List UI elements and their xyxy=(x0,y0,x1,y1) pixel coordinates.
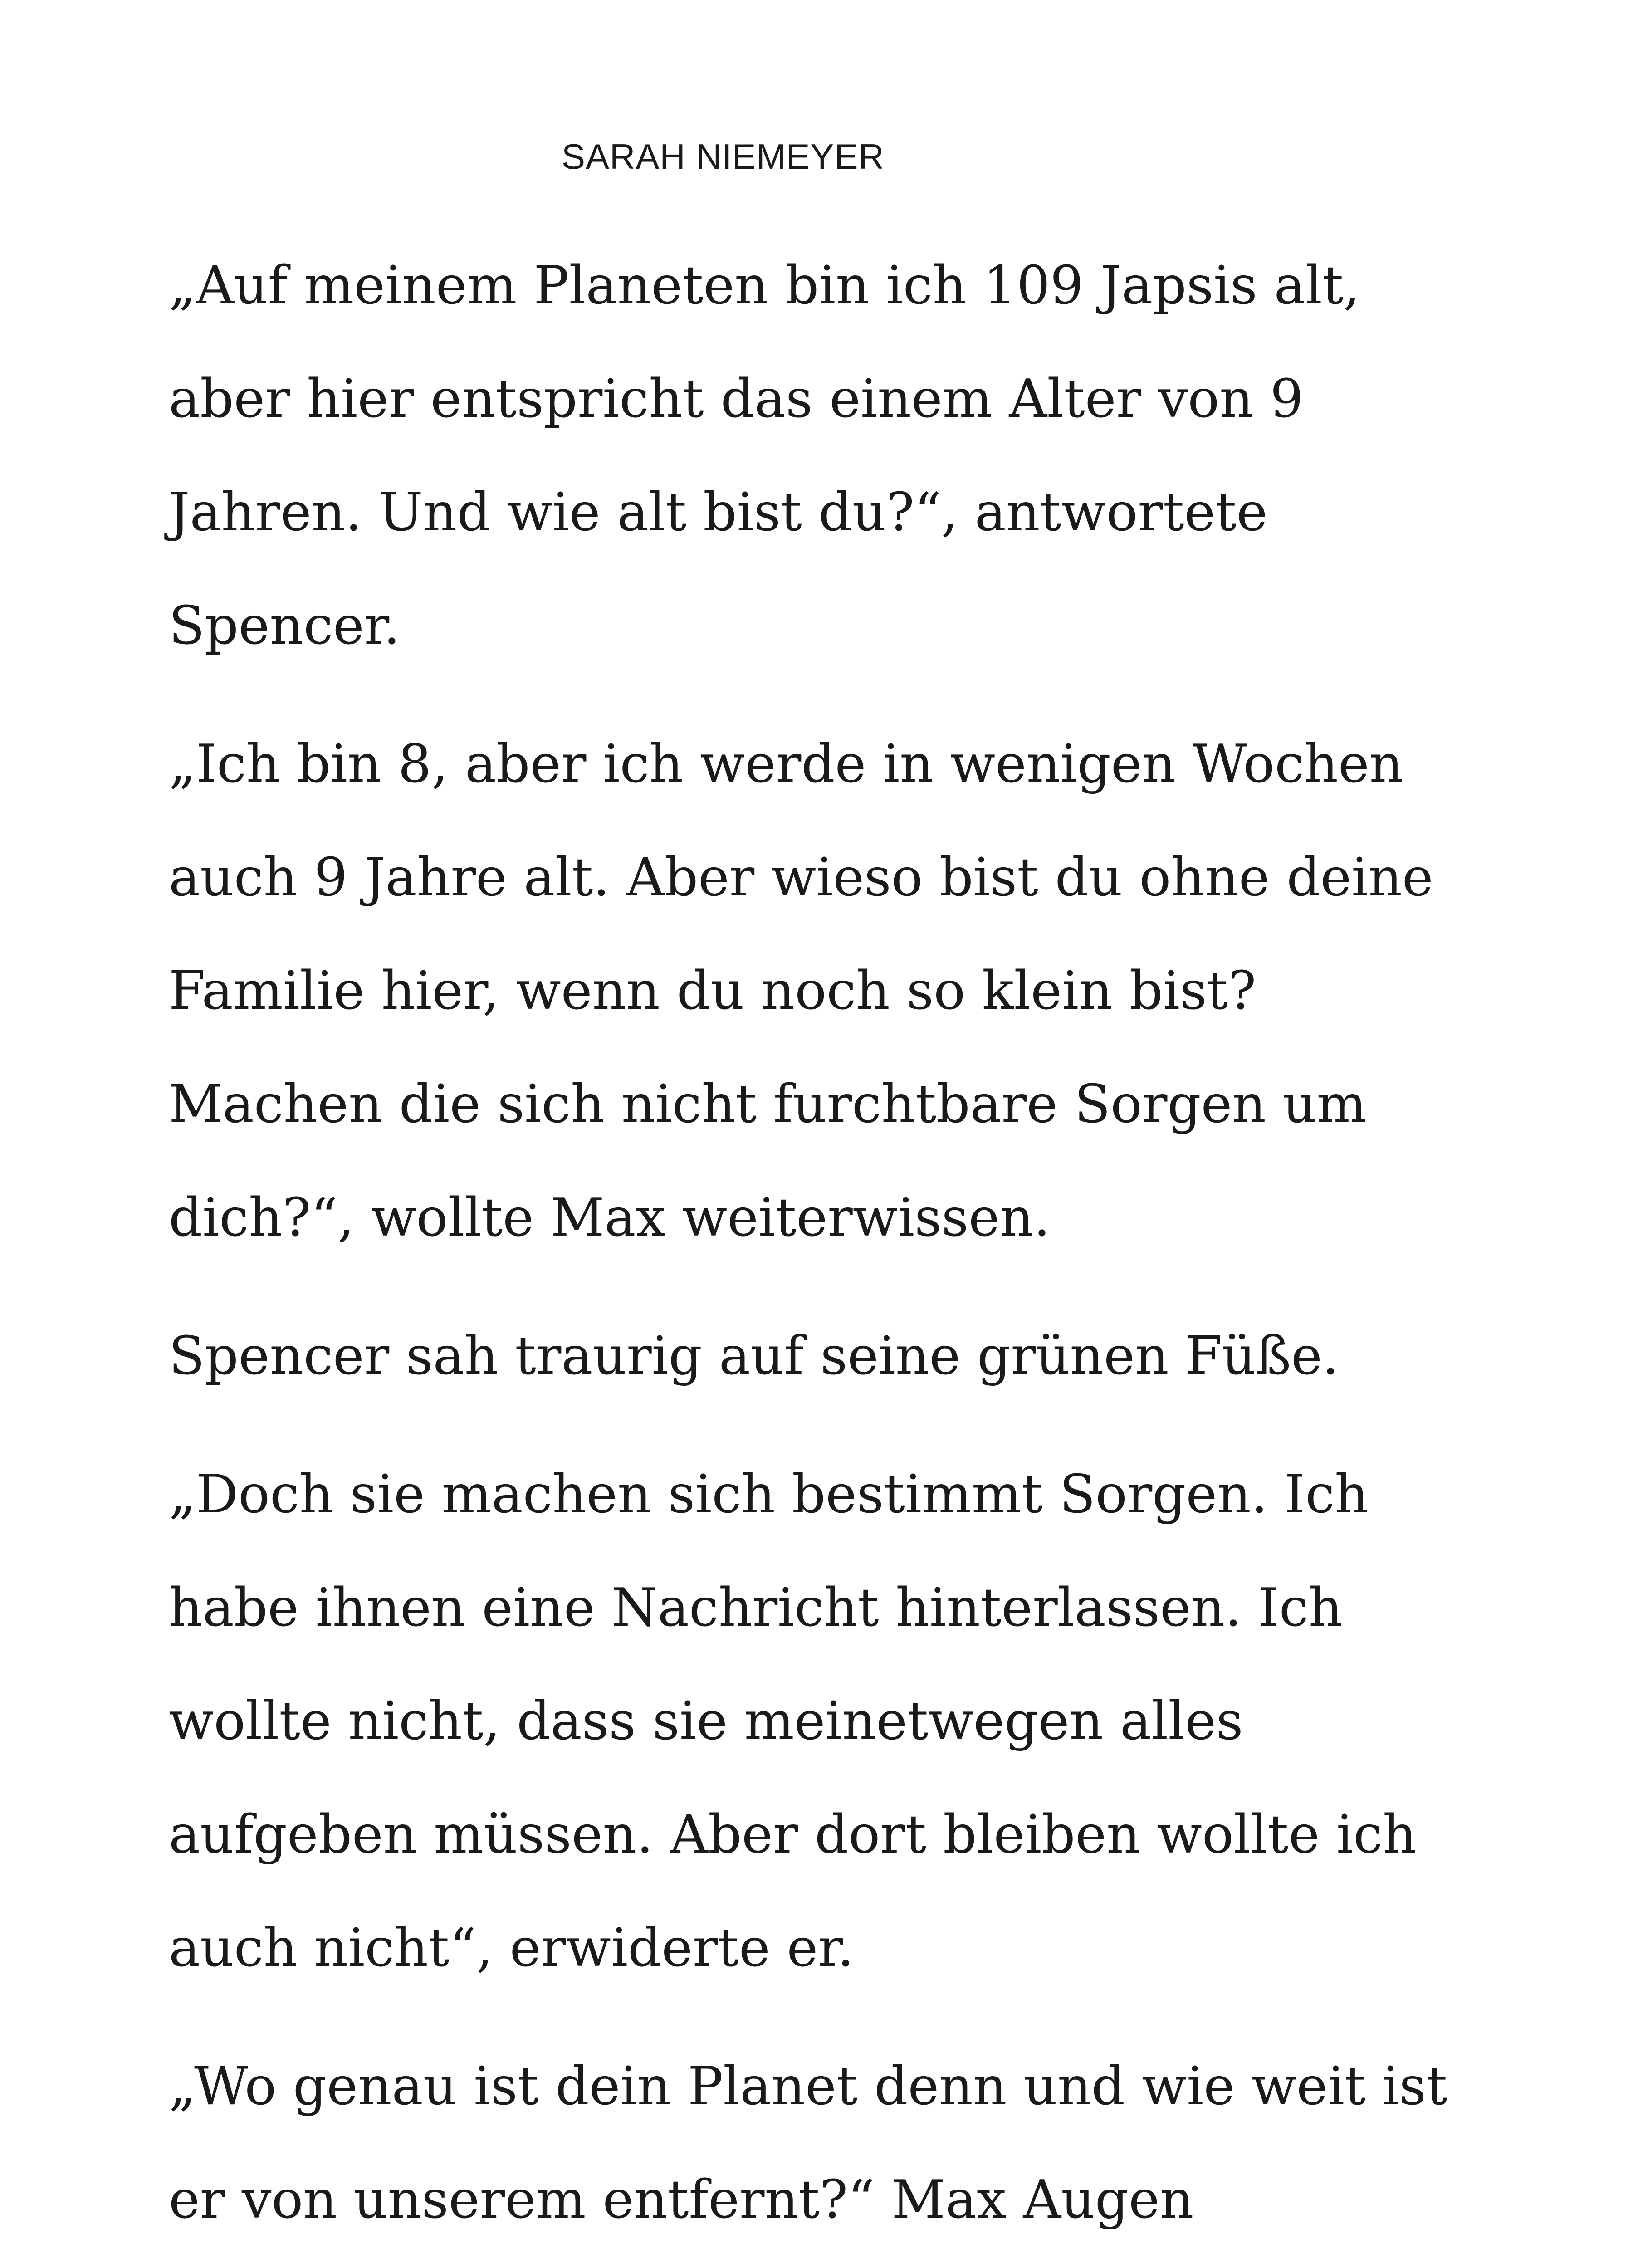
text-line: Familie hier, wenn du noch so klein bist? xyxy=(169,960,1257,1022)
body-text xyxy=(169,229,1484,2268)
paragraph-5 xyxy=(169,2030,1484,2257)
text-line: „Wo genau ist dein Planet denn und wie weit ist xyxy=(169,2056,1447,2117)
text-line: auch 9 Jahre alt. Aber wieso bist du ohne deine xyxy=(169,847,1433,908)
text-line: aufgeben müssen. Aber dort bleiben wollte ich xyxy=(169,1804,1417,1865)
text-line: Machen die sich nicht furchtbare Sorgen um xyxy=(169,1074,1367,1135)
text-line: Jahren. Und wie alt bist du?“, antwortete xyxy=(169,482,1268,543)
text-line: Spencer sah traurig auf seine grünen Füße. xyxy=(169,1325,1339,1387)
text-line: dich?“, wollte Max weiterwissen. xyxy=(169,1187,1051,1248)
text-line: wollte nicht, dass sie meinetwegen alles xyxy=(169,1691,1243,1752)
text-line: aber hier entspricht das einem Alter von 9 xyxy=(169,368,1304,430)
paragraph-1 xyxy=(169,229,1484,683)
paragraph-2 xyxy=(169,708,1484,1275)
text-line: „Ich bin 8, aber ich werde in wenigen Wochen xyxy=(169,733,1403,795)
text-line: auch nicht“, erwiderte er. xyxy=(169,1917,854,1979)
paragraph-4 xyxy=(169,1438,1484,2005)
text-line: habe ihnen eine Nachricht hinterlassen. Ich xyxy=(169,1577,1343,1638)
paragraph-3 xyxy=(169,1300,1484,1413)
text-line: er von unserem entfernt?“ Max Augen xyxy=(169,2169,1194,2230)
text-line: „Auf meinem Planeten bin ich 109 Japsis alt, xyxy=(169,255,1360,316)
text-line: „Doch sie machen sich bestimmt Sorgen. Ich xyxy=(169,1464,1369,1525)
text-line: Spencer. xyxy=(169,595,401,656)
running-header-author: SARAH NIEMEYER xyxy=(562,137,885,176)
